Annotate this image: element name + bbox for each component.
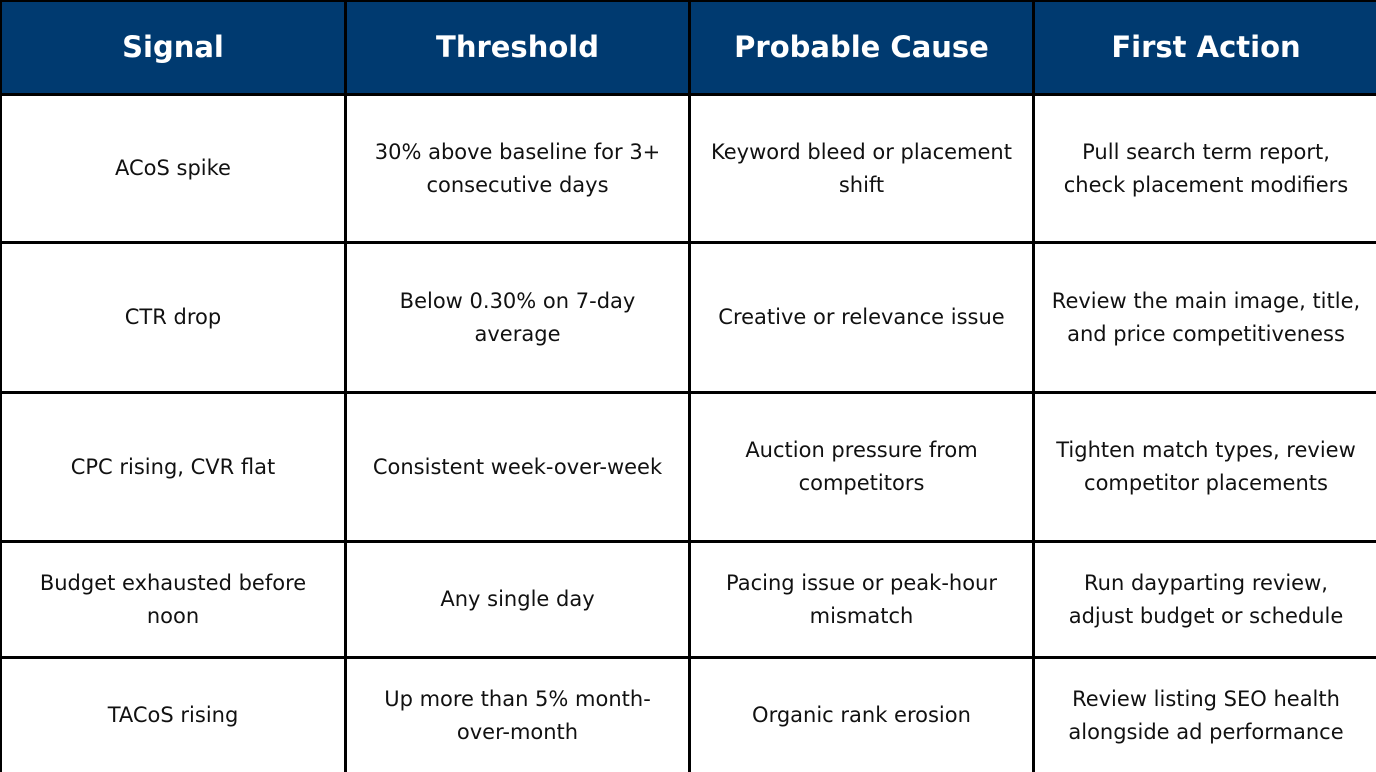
cell-cause: Organic rank erosion: [691, 659, 1032, 772]
cell-threshold: 30% above baseline for 3+ consecutive days: [347, 96, 688, 241]
cell-cause: Auction pressure from competitors: [691, 394, 1032, 540]
header-signal: Signal: [2, 2, 344, 93]
cell-cause: Creative or relevance issue: [691, 244, 1032, 391]
cell-action: Pull search term report, check placement modifiers: [1035, 96, 1376, 241]
cell-action: Run dayparting review, adjust budget or schedule: [1035, 543, 1376, 656]
cell-threshold: Consistent week-over-week: [347, 394, 688, 540]
cell-threshold: Any single day: [347, 543, 688, 656]
cell-signal: ACoS spike: [2, 96, 344, 241]
cell-cause: Keyword bleed or placement shift: [691, 96, 1032, 241]
header-probable-cause: Probable Cause: [691, 2, 1032, 93]
cell-signal: Budget exhausted before noon: [2, 543, 344, 656]
cell-action: Review the main image, title, and price competitiveness: [1035, 244, 1376, 391]
cell-signal: CTR drop: [2, 244, 344, 391]
cell-signal: TACoS rising: [2, 659, 344, 772]
cell-threshold: Below 0.30% on 7-day average: [347, 244, 688, 391]
cell-signal: CPC rising, CVR flat: [2, 394, 344, 540]
cell-action: Review listing SEO health alongside ad performance: [1035, 659, 1376, 772]
cell-action: Tighten match types, review competitor placements: [1035, 394, 1376, 540]
cell-cause: Pacing issue or peak-hour mismatch: [691, 543, 1032, 656]
header-threshold: Threshold: [347, 2, 688, 93]
cell-threshold: Up more than 5% month-over-month: [347, 659, 688, 772]
header-first-action: First Action: [1035, 2, 1376, 93]
